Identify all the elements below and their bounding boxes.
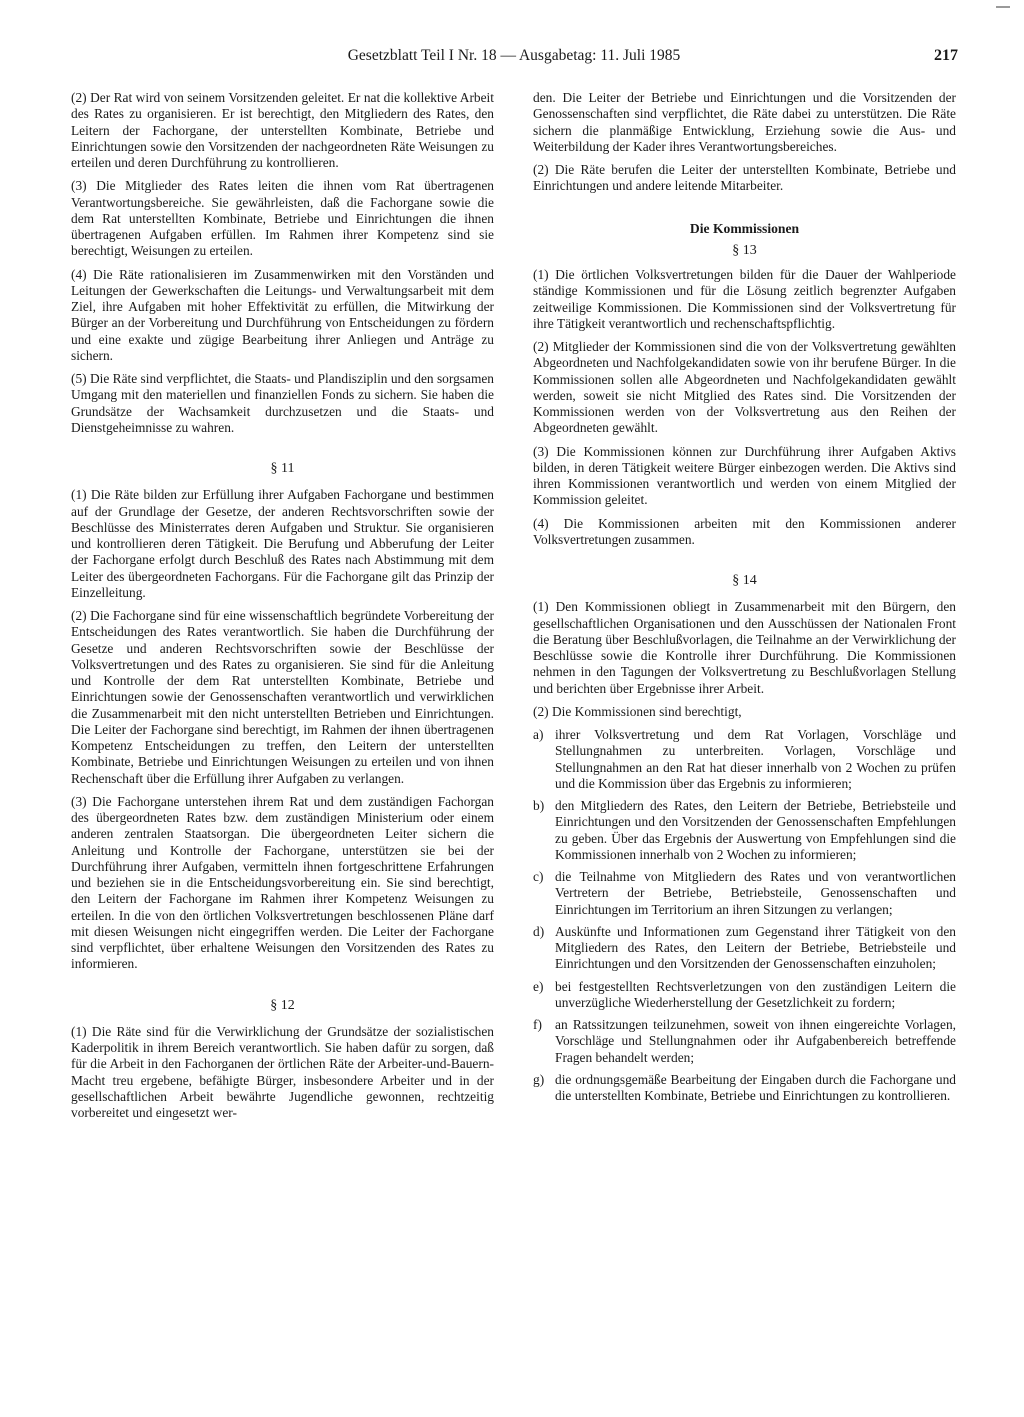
- paragraph: (1) Die Räte sind für die Verwirklichung der Grundsätze der sozialistischen Kaderpolitik in ihrem Bereich verantwortlich. Sie haben dafür zu sorgen, daß für die Arbeit in den Fachorganen der örtlichen Räte der Arbeiter-und-Bauern-Macht treu ergebene, befähigte Bürger, insbesondere Arbeiter und in der gesellschaftlichen Arbeit bewährte Jugendliche gewonnen, rechtzeitig vorbereitet und eingesetzt wer-: [71, 1023, 494, 1120]
- paragraph: (2) Mitglieder der Kommissionen sind die von der Volksvertretung gewählten Abgeordneten und Nachfolgekandidaten sowie von ihr berufene Bürger. In die Kommissionen sollen alle Abgeordneten und Nachfolgekandidaten gewählt werden, soweit sie nicht Mitglied des Rates sind. Die Vorsitzenden der Kommissionen werden von der Volksvertretung aus den Reihen der Abgeordneten gewählt.: [533, 339, 956, 436]
- paragraph: (3) Die Kommissionen können zur Durchführung ihrer Aufgaben Aktivs bilden, in deren Tätigkeit weitere Bürger einbezogen werden. Die Aktivs sind ihren Kommissionen verantwortlich und werden von einem Mitglied der Kommission geleitet.: [533, 443, 956, 508]
- list-item-label: c): [533, 869, 544, 884]
- paragraph: (2) Die Räte berufen die Leiter der unterstellten Kombinate, Betriebe und Einrichtungen und andere leitende Mitarbeiter.: [533, 162, 956, 194]
- list-item-text: die ordnungsgemäße Bearbeitung der Eingaben durch die Fachorgane und die unterstellten Kombinate, Betriebe und Einrichtungen zu kontrollieren.: [555, 1071, 956, 1103]
- paragraph: (4) Die Kommissionen arbeiten mit den Kommissionen anderer Volksvertretungen zusammen.: [533, 515, 956, 547]
- list-item-text: den Mitgliedern des Rates, den Leitern der Betriebe, Betriebsteile und Einrichtungen und den Vorsitzenden der Genossenschaften Empfehlungen zu geben. Über das Ergebnis der Auswertung von Empfehlungen sind die Kommissionen innerhalb von 2 Wochen zu informieren;: [555, 798, 956, 862]
- header-title: Gesetzblatt Teil I Nr. 18 — Ausgabetag: 11. Juli 1985: [347, 47, 681, 64]
- paragraph: (2) Die Kommissionen sind berechtigt,: [533, 703, 742, 719]
- right-column: [533, 90, 956, 1110]
- list-item-text: bei festgestellten Rechtsverletzungen von den zuständigen Leitern die unverzügliche Wiederherstellung der Gesetzlichkeit zu fordern;: [555, 978, 956, 1010]
- paragraph: (1) Den Kommissionen obliegt in Zusammenarbeit mit den Bürgern, den gesellschaftlichen Organisationen und den Ausschüssen der Nationalen Front die Beratung über Beschlußvorlagen, die Teilnahme an der Verwirklichung der Beschlüsse sowie die Kontrolle ihrer Durchführung. Die Kommissionen nehmen in den Tagungen der Volksvertretung zu Beschlußvorlagen Stellung und berichten über Ergebnisse ihrer Arbeit.: [533, 599, 956, 696]
- list-item: [533, 869, 956, 918]
- paragraph: (3) Die Fachorgane unterstehen ihrem Rat und dem zuständigen Fachorgan des übergeordneten Rates bzw. dem zuständigen Ministerium oder einem anderen zentralen Staatsorgan. Die übergeordneten Leiter sichern die Anleitung und Kontrolle der Fachorgane, unterstützen sie bei der Durchführung ihrer Aufgaben, vermitteln ihnen fortgeschrittene Erfahrungen und beziehen sie in die Entscheidungsvorbereitung ein. Sie sind berechtigt, den Leitern der Fachorgane im Rahmen ihrer Kompetenz Weisungen zu erteilen. In die von den örtlichen Volksvertretungen beschlossenen Pläne darf mit diesen Weisungen nicht eingegriffen werden. Die Leiter der Fachorgane sind verpflichtet, über erhaltene Weisungen den Vorsitzenden des Rates zu informieren.: [71, 793, 494, 972]
- scan-mark: [996, 6, 1010, 8]
- list-item: [533, 924, 956, 973]
- list-item: [533, 727, 956, 792]
- paragraph: (4) Die Räte rationalisieren im Zusammenwirken mit den Vorständen und Leitungen der Gewerkschaften die Leitungs- und Verwaltungsarbeit mit dem Ziel, ihre Aufgaben mit hoher Effektivität zu erfüllen, die Mitwirkung der Bürger an der Vorbereitung und Durchführung von Entscheidungen zu fördern und eine exakte und zügige Bearbeitung ihrer Anliegen und Anträge zu sichern.: [71, 266, 494, 363]
- list-item: [533, 1072, 956, 1105]
- list-item-text: Auskünfte und Informationen zum Gegenstand ihrer Tätigkeit von den Mitgliedern des Rates, den Leitern der Betriebe, Betriebsteile und Einrichtungen und den Vorsitzenden der Genossenschaften einzuholen;: [555, 923, 956, 972]
- list-item-label: f): [533, 1017, 542, 1032]
- subheading-kommissionen: Die Kommissionen: [689, 220, 800, 236]
- list-item-text: an Ratssitzungen teilzunehmen, soweit von ihnen eingereichte Vorlagen, Vorschläge und Stellungnahmen oder ihr Aufgabenbereich betreffende Fragen behandelt werden;: [555, 1017, 956, 1065]
- list-item-text: ihrer Volksvertretung und dem Rat Vorlagen, Vorschläge und Stellungnahmen zu unterbreiten. Vorlagen, Vorschläge und Stellungnahmen an den Rat hat dieser innerhalb von 2 Wochen zu prüfen und die Kommission über das Ergebnis zu informieren;: [555, 727, 956, 791]
- list-item: [533, 798, 956, 863]
- paragraph: (1) Die örtlichen Volksvertretungen bilden für die Dauer der Wahlperiode ständige Kommissionen und für die Lösung zeitlich begrenzter Aufgaben zeitweilige Kommissionen. Die Kommissionen sind der Volksvertretung für ihre Tätigkeit verantwortlich und rechenschaftspflichtig.: [533, 267, 956, 331]
- paragraph: den. Die Leiter der Betriebe und Einrichtungen und die Vorsitzenden der Genossenschaften sind verpflichtet, die Räte dabei zu unterstützen. Die Räte sichern die planmäßige Entwicklung, Erziehung sowie die Aus- und Weiterbildung der Kader ihres Verantwortungsbereiches.: [533, 90, 956, 154]
- section-heading-13: § 13: [732, 242, 757, 258]
- paragraph: (2) Der Rat wird von seinem Vorsitzenden geleitet. Er nat die kollektive Arbeit des Rates zu organisieren. Er ist berechtigt, den Mitgliedern des Rates, den Leitern der Fachorgane, der unterstellten Kombinate, Betriebe und Einrichtungen sowie den Vorsitzenden der nachgeordneten Räte Weisungen zu erteilen und deren Durchführung zu kontrollieren.: [71, 90, 494, 170]
- list-item: [533, 1017, 956, 1066]
- left-column: [71, 90, 494, 1128]
- list-item-label: g): [533, 1071, 545, 1087]
- list-item-label: a): [533, 727, 544, 742]
- list-item-label: d): [533, 923, 545, 939]
- page-number: 217: [934, 47, 958, 64]
- paragraph: (2) Die Fachorgane sind für eine wissenschaftlich begründete Vorbereitung der Entscheidungen des Rates verantwortlich. Sie haben die Durchführung der Gesetze und anderen Rechtsvorschriften sowie der Beschlüsse der Volksvertretungen und des Rates zu organisieren. Sie sind für die Anleitung und Kontrolle der dem Rat unterstellten Kombinate, Betriebe und Einrichtungen sowie der Genossenschaften verantwortlich und verwirklichen die Zusammenarbeit mit den nicht unterstellten Betrieben und Einrichtungen. Die Leiter der Fachorgane sind berechtigt, im Rahmen der ihnen übertragenen Kompetenz Entscheidungen zu treffen, den Leitern der unterstellten Kombinate, Betriebe und Einrichtungen Weisungen zu erteilen und von ihnen Rechenschaft über die Erfüllung ihrer Aufgaben zu verlangen.: [71, 608, 494, 786]
- list-item-label: e): [533, 978, 544, 994]
- section-heading-14: § 14: [732, 573, 757, 588]
- paragraph: (3) Die Mitglieder des Rates leiten die ihnen vom Rat übertragenen Verantwortungsbereiche. Sie gewährleisten, daß die Fachorgane sowie die dem Rat unterstellten Kombinate, Betriebe und Einrichtungen die ihnen übertragenen Aufgaben erfüllen. Im Rahmen ihrer Kompetenz sind sie berechtigt, Weisungen zu erteilen.: [71, 178, 494, 259]
- list-item-label: b): [533, 798, 545, 813]
- list-item: [533, 979, 956, 1012]
- list-item-text: die Teilnahme von Mitgliedern des Rates und von verantwortlichen Vertretern der Betriebe, Betriebsteile, Genossenschaften und Einrichtungen im Territorium an ihren Sitzungen zu verlangen;: [555, 869, 956, 917]
- paragraph: (5) Die Räte sind verpflichtet, die Staats- und Plandisziplin und den sorgsamen Umgang mit den materiellen und finanziellen Fonds zu sichern. Sie haben die Grundsätze der Wachsamkeit durchzusetzen und die Staats- und Dienstgeheimnisse zu wahren.: [71, 371, 494, 435]
- section-heading-12: § 12: [270, 997, 295, 1013]
- paragraph: (1) Die Räte bilden zur Erfüllung ihrer Aufgaben Fachorgane und bestimmen auf der Grundlage der Gesetze, der anderen Rechtsvorschriften sowie der Beschlüsse des Ministerrates deren Aufgaben und Struktur. Sie organisieren und kontrollieren deren Tätigkeit. Die Berufung und Abberufung der Leiter der Fachorgane erfolgt durch Beschluß des Rates nach Abstimmung mit dem Leiter des übergeordneten Fachorgans. Für die Fachorgane gilt das Prinzip der Einzelleitung.: [71, 487, 494, 600]
- section-heading-11: § 11: [270, 461, 295, 476]
